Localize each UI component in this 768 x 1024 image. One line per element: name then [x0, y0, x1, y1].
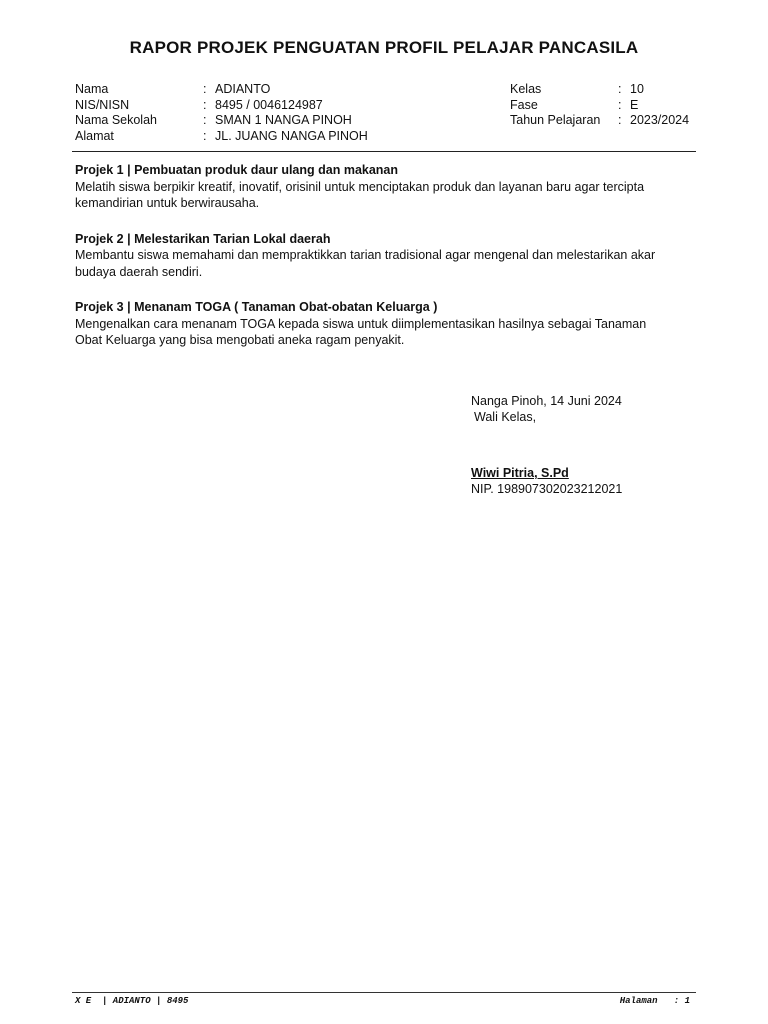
footer-divider	[72, 992, 696, 993]
project-description: Membantu siswa memahami dan mempraktikkan tarian tradisional agar mengenal dan melestarikan akar budaya daerah sendiri.	[75, 248, 656, 279]
kelas-label: Kelas	[510, 82, 542, 96]
project-description: Melatih siswa berpikir kreatif, inovatif, orisinil untuk menciptakan produk dan layanan baru agar tercipta kemandirian untuk berwirausaha.	[75, 179, 645, 210]
header-divider	[72, 151, 696, 152]
info-row-tahun: Tahun Pelajaran : 2023/2024	[510, 113, 690, 127]
fase-label: Fase	[510, 97, 538, 112]
project-description: Mengenalkan cara menanam TOGA kepada siswa untuk diimplementasikan hasilnya sebagai Tanaman Obat Keluarga yang bisa mengobati aneka ragam penyakit.	[75, 316, 647, 347]
nama-label: Nama	[75, 82, 109, 96]
tahun-label: Tahun Pelajaran	[510, 113, 601, 127]
footer-student: X E | ADIANTO | 8495	[75, 996, 189, 1006]
page-footer	[75, 996, 690, 1006]
nis-value: 8495 / 0046124987	[215, 97, 323, 112]
project-item	[75, 162, 675, 212]
fase-value: E	[630, 97, 639, 112]
project-title: Projek 3 | Menanam TOGA ( Tanaman Obat-obatan Keluarga )	[75, 300, 438, 314]
kelas-value: 10	[630, 82, 644, 96]
signer-nip: NIP. 198907302023212021	[471, 481, 623, 496]
tahun-value: 2023/2024	[630, 113, 690, 127]
alamat-value: JL. JUANG NANGA PINOH	[215, 128, 368, 143]
info-row-sekolah: Nama Sekolah : SMAN 1 NANGA PINOH	[75, 113, 352, 127]
info-row-kelas: Kelas : 10	[510, 82, 644, 96]
sekolah-value: SMAN 1 NANGA PINOH	[215, 113, 352, 127]
student-info-right	[510, 82, 689, 129]
info-row-nis: NIS/NISN : 8495 / 0046124987	[75, 97, 323, 112]
project-title: Projek 2 | Melestarikan Tarian Lokal daerah	[75, 231, 331, 246]
project-item	[75, 299, 675, 349]
footer-page-number: Halaman : 1	[619, 996, 690, 1006]
nis-label: NIS/NISN	[75, 97, 130, 112]
signature-block	[471, 394, 622, 497]
student-info-left	[75, 82, 368, 144]
project-title: Projek 1 | Pembuatan produk daur ulang dan makanan	[75, 163, 399, 177]
info-row-nama: Nama : ADIANTO	[75, 82, 271, 96]
sekolah-label: Nama Sekolah	[75, 113, 157, 127]
project-item	[75, 231, 675, 281]
project-list	[75, 162, 675, 368]
signer-role: Wali Kelas,	[474, 409, 537, 424]
info-row-fase: Fase : E	[510, 97, 639, 112]
signer-name: Wiwi Pitria, S.Pd	[471, 466, 569, 480]
place-date: Nanga Pinoh, 14 Juni 2024	[471, 394, 622, 408]
info-row-alamat: Alamat : JL. JUANG NANGA PINOH	[75, 128, 368, 143]
alamat-label: Alamat	[75, 128, 114, 143]
nama-value: ADIANTO	[215, 82, 271, 96]
report-title: RAPOR PROJEK PENGUATAN PROFIL PELAJAR PANCASILA	[129, 38, 639, 57]
